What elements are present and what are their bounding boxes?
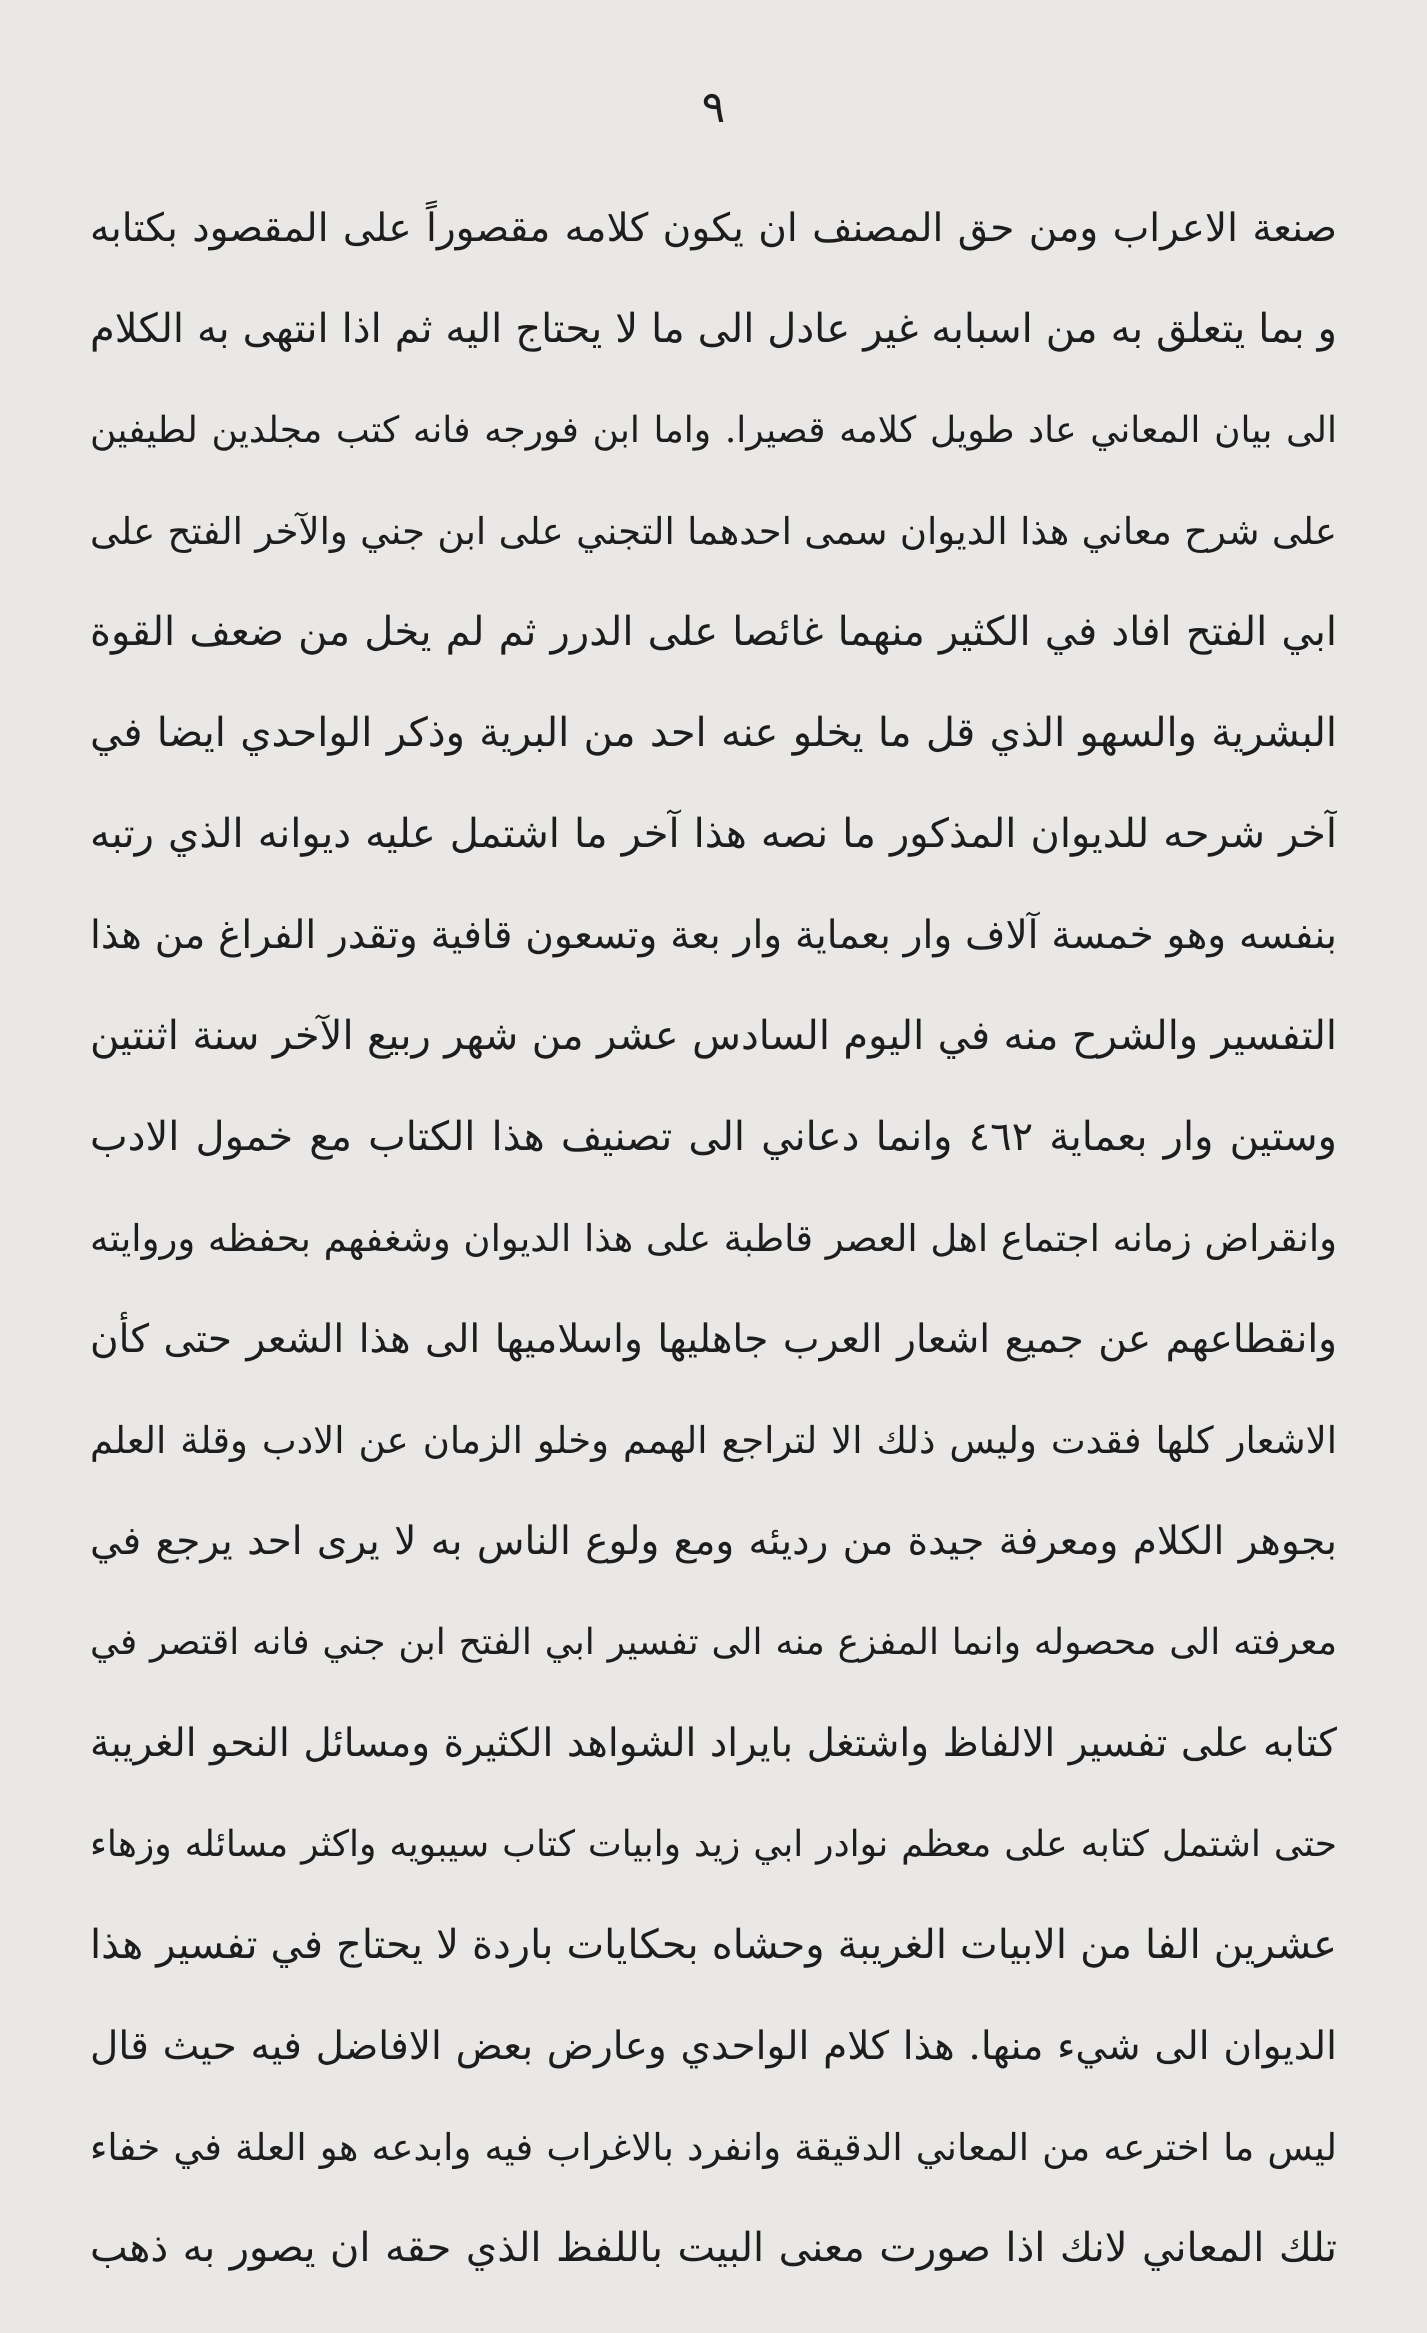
text-line: و بما يتعلق به من اسبابه غير عادل الى ما لا يحتاج اليه ثم اذا انتهى به الكلام	[90, 306, 1337, 352]
text-line: ليس ما اخترعه من المعاني الدقيقة وانفرد بالاغراب فيه وابدعه هو العلة في خفاء	[90, 2126, 1337, 2169]
text-line: التفسير والشرح منه في اليوم السادس عشر من شهر ربيع الآخر سنة اثنتين	[90, 1013, 1337, 1059]
text-line: على شرح معاني هذا الديوان سمى احدهما التجني على ابن جني والآخر الفتح على	[90, 510, 1337, 553]
text-line: بنفسه وهو خمسة آلاف وار بعماية وار بعة وتسعون قافية وتقدر الفراغ من هذا	[90, 913, 1337, 958]
text-line: كتابه على تفسير الالفاظ واشتغل بايراد الشواهد الكثيرة ومسائل النحو الغريبة	[90, 1721, 1337, 1766]
text-line: صنعة الاعراب ومن حق المصنف ان يكون كلامه مقصوراً على المقصود بكتابه	[90, 206, 1337, 251]
text-line: البشرية والسهو الذي قل ما يخلو عنه احد من البرية وذكر الواحدي ايضا في	[90, 710, 1337, 756]
text-line: ابي الفتح افاد في الكثير منهما غائصا على الدرر ثم لم يخل من ضعف القوة	[90, 609, 1337, 655]
text-line: الى بيان المعاني عاد طويل كلامه قصيرا. واما ابن فورجه فانه كتب مجلدين لطيفين	[90, 410, 1337, 451]
page-number: ٩	[701, 82, 726, 133]
text-line: حتى اشتمل كتابه على معظم نوادر ابي زيد وابيات كتاب سيبويه واكثر مسائله وزهاء	[90, 1824, 1337, 1865]
text-line: وانقطاعهم عن جميع اشعار العرب جاهليها واسلاميها الى هذا الشعر حتى كأن	[90, 1317, 1337, 1362]
text-line: الاشعار كلها فقدت وليس ذلك الا لتراجع الهمم وخلو الزمان عن الادب وقلة العلم	[90, 1419, 1337, 1462]
text-line: عشرين الفا من الابيات الغريبة وحشاه بحكايات باردة لا يحتاج في تفسير هذا	[90, 1922, 1337, 1968]
text-line: وانقراض زمانه اجتماع اهل العصر قاطبة على هذا الديوان وشغفهم بحفظه وروايته	[90, 1217, 1337, 1260]
body-text	[90, 178, 1337, 2299]
text-line: وستين وار بعماية ٤٦٢ وانما دعاني الى تصنيف هذا الكتاب مع خمول الادب	[90, 1114, 1337, 1160]
text-line: آخر شرحه للديوان المذكور ما نصه هذا آخر ما اشتمل عليه ديوانه الذي رتبه	[90, 811, 1337, 857]
text-line: معرفته الى محصوله وانما المفزع منه الى تفسير ابي الفتح ابن جني فانه اقتصر في	[90, 1622, 1337, 1663]
text-line: الديوان الى شيء منها. هذا كلام الواحدي وعارض بعض الافاضل فيه حيث قال	[90, 2024, 1337, 2069]
text-line: بجوهر الكلام ومعرفة جيدة من رديئه ومع ولوع الناس به لا يرى احد يرجع في	[90, 1519, 1337, 1564]
text-line: تلك المعاني لانك اذا صورت معنى البيت باللفظ الذي حقه ان يصور به ذهب	[90, 2225, 1337, 2271]
